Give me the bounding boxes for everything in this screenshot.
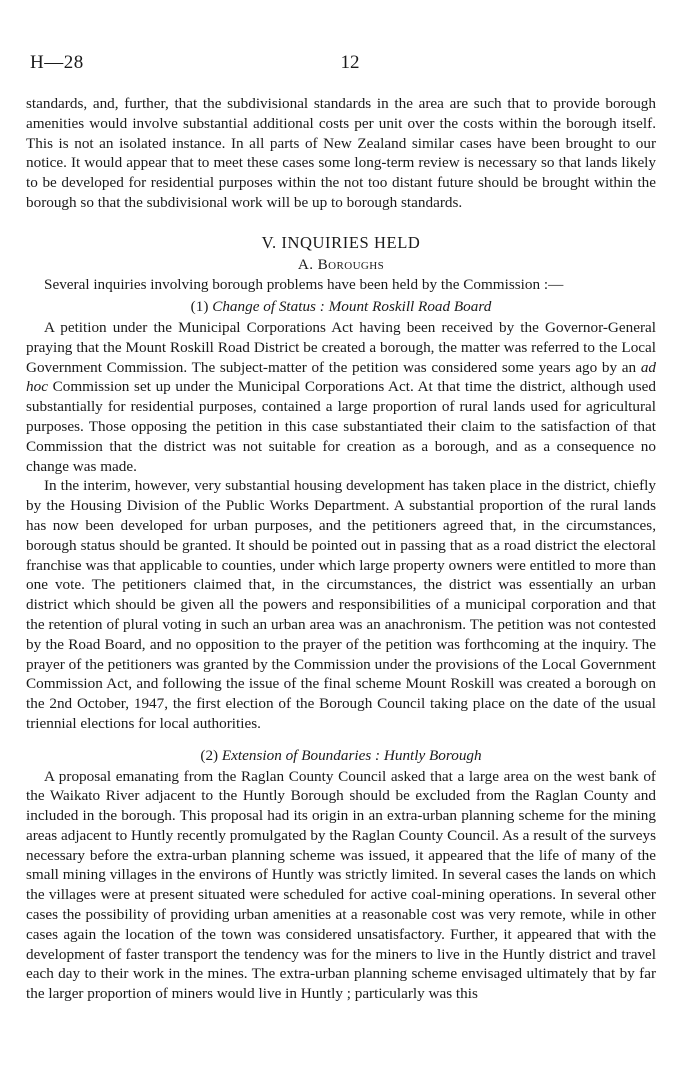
item-1-paragraph-1 [26,318,656,476]
item-1-paragraph-2: In the interim, however, very substantial housing development has taken place in the district, chiefly by the Housing Division of the Public Works Department. A substantial proportion of the rural lands has now been developed for urban purposes, and the petitioners agreed that, in the circumstances, borough status should be granted. It should be pointed out in passing that as a road district the electoral franchise was that applicable to counties, under which large property owners were entitled to more than one vote. The petitioners claimed that, in the circumstances, the district was essentially an urban district which should be given all the powers and responsibilities of a municipal corporation and that the retention of plural voting in such an urban area was an anachronism. The petition was not contested by the Road Board, and no opposition to the prayer of the petition was forthcoming at the inquiry. The prayer of the petitioners was granted by the Commission under the provisions of the Local Government Commission Act, and following the issue of the final scheme Mount Roskill was created a borough on the 2nd October, 1947, the first election of the Borough Council taking place on the date of the usual triennial elections for local authorities. [26,477,656,732]
item-2-heading [26,746,656,766]
item-2-number: (2) [200,746,219,764]
item-1-number: (1) [190,298,209,316]
subsection-heading: A. Boroughs [297,255,385,273]
item-2-title: Extension of Boundaries : Huntly Borough [221,746,482,764]
item-1-p1-emphasis: ad hoc [26,358,656,396]
item-2-paragraph-1: A proposal emanating from the Raglan County Council asked that a large area on the west bank of the Waikato River adjacent to the Huntly Borough should be excluded from the Raglan County and included in the borough. This proposal had its origin in an extra-urban planning scheme for the mining areas adjacent to Huntly recently promulgated by the Raglan County Council. As a result of the surveys necessary before the extra-urban planning scheme was issued, it appeared that the life of many of the small mining villages in the environs of Huntly was strictly limited. In several cases the lands on which the villages were at present situated were scheduled for active coal-mining operations. In several other cases the possibility of providing urban amenities at a reasonable cost was very remote, while in other cases again the location of the town was considered unsatisfactory. Further, it appeared that with the development of faster transport the tendency was for the miners to live in the Huntly district and travel each day to their work in the mines. The extra-urban planning scheme envisaged ultimately that by far the larger proportion of miners would live in Huntly ; particularly was this [26,767,656,1003]
document-body [26,94,656,1004]
page-number: 12 [340,52,360,73]
item-1-heading [26,297,656,317]
item-1-p1-text-b: Commission set up under the Municipal Corporations Act. At that time the district, although used substantially for residential purposes, contained a large proportion of rural lands used for agricultural purposes. Those opposing the petition in this case substantiated their claim to the satisfaction of that Commission that the district was not suitable for creation as a borough, and as a consequence no change was made. [26,378,656,475]
paragraph-intro: standards, and, further, that the subdivisional standards in the area are such that to provide borough amenities would involve substantial additional costs per unit over the costs within the borough itself. This is not an isolated instance. In all parts of New Zealand similar cases have been brought to our notice. It would appear that to meet these cases some long-term review is necessary so that lands likely to be developed for residential purposes within the not too distant future should be brought within the borough so that the subdivisional work will be up to borough standards. [26,95,656,211]
item-1-p1-text-a: A petition under the Municipal Corporations Act having been received by the Governor-General praying that the Mount Roskill Road District be created a borough, the matter was referred to the Local Government Commission. The subject-matter of the petition was considered some years ago by an [26,318,656,376]
section-heading: V. INQUIRIES HELD [261,232,421,252]
document-reference: H—28 [30,52,84,73]
section-intro: Several inquiries involving borough problems have been held by the Commission :— [44,276,564,294]
item-1-title: Change of Status : Mount Roskill Road Board [212,298,492,316]
